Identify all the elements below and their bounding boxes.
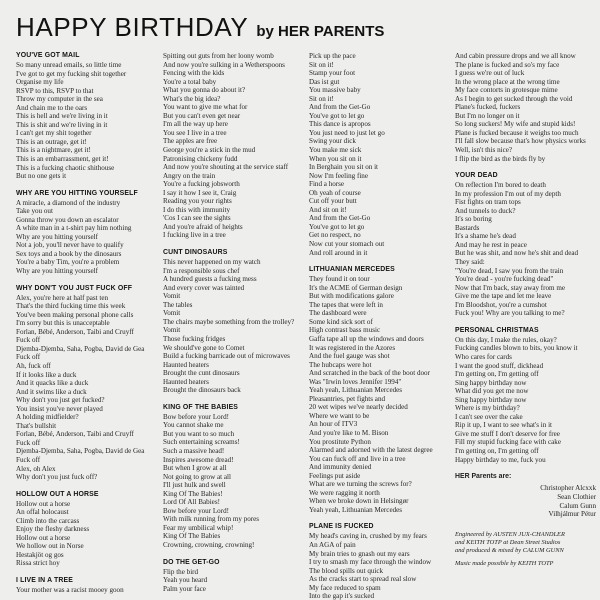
lyrics-column-4 xyxy=(455,52,596,600)
lyric-line: You've got to let go xyxy=(309,222,365,231)
lyric-line: And you're like to M. Bison xyxy=(309,428,389,437)
lyric-line: Alex, oh Alex xyxy=(16,464,56,473)
header xyxy=(16,12,384,43)
song-block xyxy=(455,172,596,318)
lyric-line: But he was shit, and now he's shit and dead xyxy=(455,249,579,258)
lyric-line: King Of The Babies xyxy=(163,532,221,541)
lyric-line: I try to smash my face through the window xyxy=(309,558,432,567)
lyric-line: I want the good stuff, dickhead xyxy=(455,361,544,370)
lyric-line: What are we turning the screws for? xyxy=(309,480,412,489)
lyric-line: Such entertaining screams! xyxy=(163,438,240,447)
lyric-line: I'll just hulk and swell xyxy=(163,481,226,490)
lyric-line: Alarmed and adorned with the latest degree xyxy=(309,446,433,455)
lyric-line: This is a nightmare, get it! xyxy=(16,146,91,155)
engineering-credit: Engineered by AUSTEN JUX-CHANDLER xyxy=(455,531,565,539)
lyric-line: And now you're sulking in a Wetherspoons xyxy=(163,60,285,69)
lyric-line: Now that I'm back, stay away from me xyxy=(455,283,566,292)
lyric-line: When we broke down in Helsingør xyxy=(309,497,409,506)
lyric-line: Brought the cunt dinosaurs xyxy=(163,369,240,378)
lyric-line: King Of The Babies! xyxy=(163,489,223,498)
album-title: HAPPY BIRTHDAY xyxy=(16,12,249,42)
lyric-line: Hollow out a horse xyxy=(16,499,71,508)
song-title: I LIVE IN A TREE xyxy=(16,576,74,584)
lyrics-column-3 xyxy=(309,52,451,600)
lyric-line: With milk running from my pores xyxy=(163,515,260,524)
lyric-line: If it looks like a duck xyxy=(16,370,77,379)
lyric-line: But I'm no longer on it xyxy=(455,111,520,120)
lyric-line: George you're a stick in the mud xyxy=(163,146,256,155)
lyric-line: Yeah yeah, Lithuanian Mercedes xyxy=(309,386,403,395)
lyric-line: Fill my stupid fucking face with cake xyxy=(455,438,561,447)
lyric-line: My face contorts in grotesque mime xyxy=(455,86,558,95)
lyric-line: Djemba-Djemba, Saha, Pogba, David de Gea xyxy=(16,447,145,456)
lyric-line: Give me the tape and let me leave xyxy=(455,292,552,301)
lyric-line: You're dead - you're fucking dead" xyxy=(455,275,554,284)
lyric-line: That's the third fucking time this week xyxy=(16,302,126,311)
lyric-line: Forlan, Bébé, Anderson, Taibi and Cruyff xyxy=(16,430,134,439)
lyric-line: And cabin pressure drops and we all know xyxy=(455,52,576,60)
lyric-line: Bastards xyxy=(455,223,480,232)
lyric-line: And it quacks like a duck xyxy=(16,379,89,388)
lyric-line: You've been making personal phone calls xyxy=(16,310,134,319)
lyric-line: Ah, fuck off xyxy=(16,361,51,370)
lyric-line: Well, isn't this nice? xyxy=(455,146,513,155)
lyric-line: Fuck you! Why are you talking to me? xyxy=(455,309,565,318)
lyric-line: I'm all the way up here xyxy=(163,120,228,129)
credits-title: HER Parents are: xyxy=(455,473,512,481)
lyric-line: And from the Get-Go xyxy=(309,214,371,223)
lyric-line: Sing happy birthday now xyxy=(455,395,527,404)
lyric-line: And roll around in it xyxy=(309,248,368,257)
song-block xyxy=(16,285,159,482)
lyric-line: Sit on it! xyxy=(309,60,334,69)
lyric-line: I can't get my shit together xyxy=(16,129,92,138)
lyric-line: Bow before your Lord! xyxy=(163,506,229,515)
song-title: PERSONAL CHRISTMAS xyxy=(455,326,539,334)
song-block xyxy=(16,491,159,568)
lyric-line: What's the big idea? xyxy=(163,94,221,103)
lyric-line: You insist you've never played xyxy=(16,404,103,413)
lyric-line: An hour of ITV3 xyxy=(309,420,358,429)
lyric-line: Flip the bird xyxy=(163,567,199,576)
lyric-line: This is hell and we're living in it xyxy=(16,112,108,121)
lyric-line: Organise my life xyxy=(16,78,64,87)
song-title: WHY DON'T YOU JUST FUCK OFF xyxy=(16,284,133,292)
lyric-line: My brain tries to gnash out my ears xyxy=(309,549,410,558)
lyric-line: Enjoy the fleshy darkness xyxy=(16,525,90,534)
lyric-line: As the cracks start to spread real slow xyxy=(309,575,417,584)
lyric-line: And scratched in the back of the boot door xyxy=(309,369,430,378)
lyric-line: I'll fall slow because that's how physics works xyxy=(455,137,586,146)
lyric-line: I'm Bloodshot, you're a cumshot xyxy=(455,300,547,309)
lyric-line: Plane's fucked, fuckers xyxy=(455,103,521,112)
lyric-line: This is shit and we're living in it xyxy=(16,120,108,129)
lyric-line: Alex, you're here at half past ten xyxy=(16,293,109,302)
lyric-line: And you're afraid of heights xyxy=(163,222,243,231)
lyric-line: Rissa strict hoy xyxy=(16,559,60,568)
lyric-line: Das ist gut xyxy=(309,77,340,86)
song-title: PLANE IS FUCKED xyxy=(309,523,374,531)
lyric-line: I'm getting on, I'm getting off xyxy=(455,446,539,455)
lyric-line: Patronising chickeny fudd xyxy=(163,154,238,163)
lyric-line: "You're dead, I saw you from the train xyxy=(455,266,564,275)
lyric-line: Build a fucking barricade out of microwaves xyxy=(163,352,290,361)
lyric-line: And from the Get-Go xyxy=(309,103,371,112)
lyric-line: Djemba-Djemba, Saha, Pogba, David de Gea xyxy=(16,344,145,353)
song-block xyxy=(455,52,596,163)
lyric-line: What did you get me now xyxy=(455,387,529,396)
lyric-line: Reading you your rights xyxy=(163,197,232,206)
lyric-line: I flip the bird as the birds fly by xyxy=(455,154,546,163)
lyric-line: I've got to get my fucking shit together xyxy=(16,69,127,78)
member-name: Calum Gunn xyxy=(559,501,596,510)
lyric-line: Fencing with the kids xyxy=(163,69,225,78)
lyric-line: They found it on tour xyxy=(309,275,370,284)
lyric-line: Why don't you just get fucked? xyxy=(16,396,105,405)
lyric-line: Get no respect, no xyxy=(309,231,361,240)
lyric-line: Fuck off xyxy=(16,455,41,464)
lyric-line: The chairs maybe something from the trolley? xyxy=(163,317,295,326)
song-title: LITHUANIAN MERCEDES xyxy=(309,266,395,274)
lyric-line: Hollow out a horse xyxy=(16,533,71,542)
lyric-line: Yeah you heard xyxy=(163,576,208,585)
lyric-line: Fist fights on tram tops xyxy=(455,198,521,207)
lyric-line: Fucking candles blown to bits, you know it xyxy=(455,344,578,353)
lyric-line: Now I'm feeling fine xyxy=(309,171,368,180)
lyric-line: This dance is apropos xyxy=(309,120,371,129)
lyric-line: The blood spills out quick xyxy=(309,566,384,575)
lyric-line: Hestakjöt og gos xyxy=(16,550,64,559)
lyric-line: The dashboard were xyxy=(309,309,367,318)
lyric-line: This is an outrage, get it! xyxy=(16,137,87,146)
engineering-credit: and produced & mixed by CALUM GUNN xyxy=(455,547,564,555)
lyric-line: Rip it up, I want to see what's in it xyxy=(455,421,553,430)
lyric-line: Plane is fucked because it weighs too much xyxy=(455,128,579,137)
song-block xyxy=(163,52,306,240)
lyric-line: In my profession I'm out of my depth xyxy=(455,189,561,198)
song-title: CUNT DINOSAURS xyxy=(163,249,228,257)
lyric-line: Inspires awesome dread! xyxy=(163,455,234,464)
lyric-line: Happy birthday to me, fuck you xyxy=(455,455,546,464)
lyric-line: It's the ACME of German design xyxy=(309,283,403,292)
lyric-line: Sex toys and a book by the dinosaurs xyxy=(16,249,122,258)
lyric-line: The apples are free xyxy=(163,137,218,146)
song-block xyxy=(455,327,596,464)
lyric-line: And tunnels to duck? xyxy=(455,206,516,215)
lyric-line: And chain me to the oars xyxy=(16,103,88,112)
lyric-line: In the wrong place at the wrong time xyxy=(455,77,560,86)
lyric-line: You just need to just let go xyxy=(309,128,385,137)
lyric-line: Spitting out guts from her loony womb xyxy=(163,52,274,60)
lyric-line: Cut off your butt xyxy=(309,197,357,206)
song-block xyxy=(309,52,451,257)
lyric-line: Lord Of All Babies! xyxy=(163,498,220,507)
lyric-line: Fuck off xyxy=(16,353,41,362)
member-list xyxy=(455,484,596,519)
lyric-line: That's bullshit xyxy=(16,421,57,430)
song-block xyxy=(16,52,159,181)
lyric-line: You want to give me what for xyxy=(163,103,248,112)
music-credit: Music made possible by KEITH TOTP xyxy=(455,559,554,567)
lyric-line: We hollow out in Norse xyxy=(16,542,84,551)
lyric-line: This is an embarrassment, get it! xyxy=(16,155,109,164)
lyric-line: Not a job, you'll never have to qualify xyxy=(16,241,124,250)
lyric-line: Fuck off xyxy=(16,336,41,345)
member-name: Vilhjálmur Pétur xyxy=(548,510,596,519)
lyric-line: Your mother was a racist mooey goon xyxy=(16,585,124,594)
lyric-line: I'm a responsible sous chef xyxy=(163,266,240,275)
lyric-line: Take you out xyxy=(16,207,53,216)
lyric-line: My face reduced to spam xyxy=(309,583,381,592)
lyric-line: Vomit xyxy=(163,292,181,301)
lyric-line: The tapes that were left in xyxy=(309,300,383,309)
lyric-line: We should've gone to Comet xyxy=(163,343,245,352)
song-title: DO THE GET-GO xyxy=(163,558,220,566)
song-block xyxy=(16,190,159,276)
lyric-line: My head's caving in, crushed by my fears xyxy=(309,532,427,541)
member-name: Sean Clothier xyxy=(557,492,596,501)
lyric-line: Now cut your stomach out xyxy=(309,240,385,249)
lyric-line: Haunted heaters xyxy=(163,360,209,369)
lyric-line: You're a baby Tim, you're a problem xyxy=(16,258,120,267)
lyric-line: I do this with immunity xyxy=(163,205,230,214)
lyric-line: 'Cos I can see the sights xyxy=(163,214,231,223)
lyric-line: Why don't you just fuck off? xyxy=(16,473,98,482)
lyric-line: You're a total baby xyxy=(163,77,217,86)
song-title: WHY ARE YOU HITTING YOURSELF xyxy=(16,189,138,197)
lyric-line: Find a horse xyxy=(309,180,345,189)
lyric-line: High contrast bass music xyxy=(309,326,381,335)
lyric-line: They said: xyxy=(455,258,485,267)
lyric-line: Fuck off xyxy=(16,438,41,447)
lyric-line: Brought the dinosaurs back xyxy=(163,386,241,395)
lyric-line: Where is my birthday? xyxy=(455,404,520,413)
lyric-line: You make me sick xyxy=(309,146,362,155)
lyric-line: You see I live in a tree xyxy=(163,128,227,137)
lyric-line: I guess we're out of luck xyxy=(455,69,525,78)
lyric-line: I'm getting on, I'm getting off xyxy=(455,370,539,379)
lyric-line: Why are you hitting yourself xyxy=(16,232,98,241)
lyric-line: We were ragging it north xyxy=(309,488,380,497)
song-block xyxy=(163,404,306,550)
lyric-line: It's a shame he's dead xyxy=(455,232,516,241)
lyric-line: And sit on it! xyxy=(309,205,347,214)
lyrics-column-2 xyxy=(163,52,306,600)
lyric-line: Bow before your Lord! xyxy=(163,412,229,421)
lyric-line: This never happened on my watch xyxy=(163,258,261,267)
lyric-line: A holding midfielder? xyxy=(16,413,79,422)
song-block xyxy=(163,249,306,395)
lyric-line: Haunted heaters xyxy=(163,377,209,386)
lyric-line: Gonna throw you down an escalator xyxy=(16,215,119,224)
lyric-line: Angry on the train xyxy=(163,171,216,180)
lyric-line: Throw my computer in the sea xyxy=(16,95,103,104)
lyric-line: Who cares for cards xyxy=(455,352,512,361)
lyric-line: The hubcaps were hot xyxy=(309,360,372,369)
lyric-line: Not going to grow at all xyxy=(163,472,231,481)
song-block xyxy=(16,577,159,595)
lyric-line: Sing happy birthday now xyxy=(455,378,527,387)
lyric-line: Forlan, Bébé, Anderson, Taibi and Cruyff xyxy=(16,327,134,336)
lyric-line: And it swims like a duck xyxy=(16,387,87,396)
lyric-line: I say it how I see it, Craig xyxy=(163,188,237,197)
lyric-line: But with modifications galore xyxy=(309,292,394,301)
lyric-line: And may he rest in peace xyxy=(455,240,527,249)
lyric-line: Where we want to be xyxy=(309,411,370,420)
member-name: Christopher Alcxxk xyxy=(540,484,596,493)
lyric-line: An offal holocaust xyxy=(16,508,69,517)
lyrics-column-1 xyxy=(16,52,159,600)
song-block xyxy=(163,559,306,594)
lyric-line: Pick up the pace xyxy=(309,52,356,60)
lyric-line: Crowning, crowning, crowning! xyxy=(163,540,255,549)
lyric-line: It was registered in the Azores xyxy=(309,343,396,352)
lyric-line: Was "Irwin loves Jennifer 1994" xyxy=(309,377,402,386)
lyric-line: Vomit xyxy=(163,309,181,318)
lyric-line: On this day, I make the rules, okay? xyxy=(455,335,557,344)
lyric-line: Stamp your foot xyxy=(309,69,356,78)
lyric-line: An AGA of pain xyxy=(309,540,356,549)
lyric-line: Yeah yeah, Lithuanian Mercedes xyxy=(309,505,403,514)
lyric-line: A miracle, a diamond of the industry xyxy=(16,198,121,207)
lyric-line: And immunity denied xyxy=(309,463,372,472)
lyric-line: You cannot shake me xyxy=(163,421,224,430)
credits-block xyxy=(455,473,596,568)
song-block xyxy=(309,266,451,514)
lyric-line: It's so boring xyxy=(455,215,492,224)
lyric-line: 20 wet wipes we've nearly decided xyxy=(309,403,408,412)
lyric-line: Oh yeah of course xyxy=(309,188,361,197)
artist-byline: by HER PARENTS xyxy=(256,23,385,40)
lyric-line: This is a fucking chaotic shithouse xyxy=(16,163,115,172)
lyric-line: Feelings put aside xyxy=(309,471,361,480)
lyric-line: I'm sorry but this is unacceptable xyxy=(16,319,110,328)
lyric-line: Give me stuff I don't deserve for free xyxy=(455,429,560,438)
lyric-line: You prostitute Python xyxy=(309,437,371,446)
lyric-line: The plane is fucked and so's my face xyxy=(455,60,560,69)
song-title: YOU'VE GOT MAIL xyxy=(16,52,80,59)
lyric-line: Palm your face xyxy=(163,584,206,593)
lyric-line: Those fucking fridges xyxy=(163,334,226,343)
lyric-line: Why are you hitting yourself xyxy=(16,267,98,276)
lyric-line: Swing your dick xyxy=(309,137,356,146)
lyric-line: And every cover was tainted xyxy=(163,283,245,292)
lyric-line: Such a massive head! xyxy=(163,446,225,455)
lyric-line: And the fuel gauge was shot xyxy=(309,352,390,361)
lyric-line: The tables xyxy=(163,300,193,309)
lyric-line: What you gonna do about it? xyxy=(163,86,246,95)
lyric-line: Gaffa tape all up the windows and doors xyxy=(309,334,424,343)
lyric-line: Fear my umbilical whip! xyxy=(163,523,234,532)
song-block xyxy=(309,523,451,600)
song-title: KING OF THE BABIES xyxy=(163,403,239,411)
lyric-line: I can't see over the cake xyxy=(455,412,523,421)
lyric-line: And now you're shouting at the service staff xyxy=(163,163,289,172)
song-title: HOLLOW OUT A HORSE xyxy=(16,490,99,498)
lyric-line: As I begin to get sucked through the void xyxy=(455,94,573,103)
lyric-line: But you can't even get near xyxy=(163,111,241,120)
lyric-line: RSVP to this, RSVP to that xyxy=(16,86,94,95)
lyric-line: A white man in a t-shirt pay him nothing xyxy=(16,224,132,233)
lyric-line: But you want to so much xyxy=(163,429,235,438)
lyric-line: Vomit xyxy=(163,326,181,335)
lyric-line: Sit on it! xyxy=(309,94,334,103)
lyric-line: You can fuck off and live in a tree xyxy=(309,454,406,463)
lyric-line: So many unread emails, so little time xyxy=(16,61,122,69)
lyric-line: But when I grow at all xyxy=(163,464,227,473)
lyric-line: So long suckers! My wife and stupid kids! xyxy=(455,120,576,129)
lyric-line: In Berghain you sit on it xyxy=(309,163,379,172)
lyric-line: On reflection I'm bored to death xyxy=(455,181,546,190)
lyric-line: You've got to let go xyxy=(309,111,365,120)
lyric-line: Pleasantries, pet fights and xyxy=(309,394,386,403)
lyric-line: Some kind sick sort of xyxy=(309,317,373,326)
lyric-line: Climb into the carcass xyxy=(16,516,80,525)
lyric-line: You massive baby xyxy=(309,86,361,95)
lyric-line: But no one gets it xyxy=(16,172,67,181)
lyric-line: A hundred guests a fucking mess xyxy=(163,275,257,284)
lyric-line: You're a fucking jobsworth xyxy=(163,180,240,189)
song-title: YOUR DEAD xyxy=(455,172,498,180)
engineering-credit: and KEITH TOTP at Dean Street Studios xyxy=(455,539,561,547)
lyric-line: I fucking live in a tree xyxy=(163,231,226,240)
lyric-line: Into the gap it's sucked xyxy=(309,592,375,600)
lyric-line: When you sit on it xyxy=(309,154,362,163)
